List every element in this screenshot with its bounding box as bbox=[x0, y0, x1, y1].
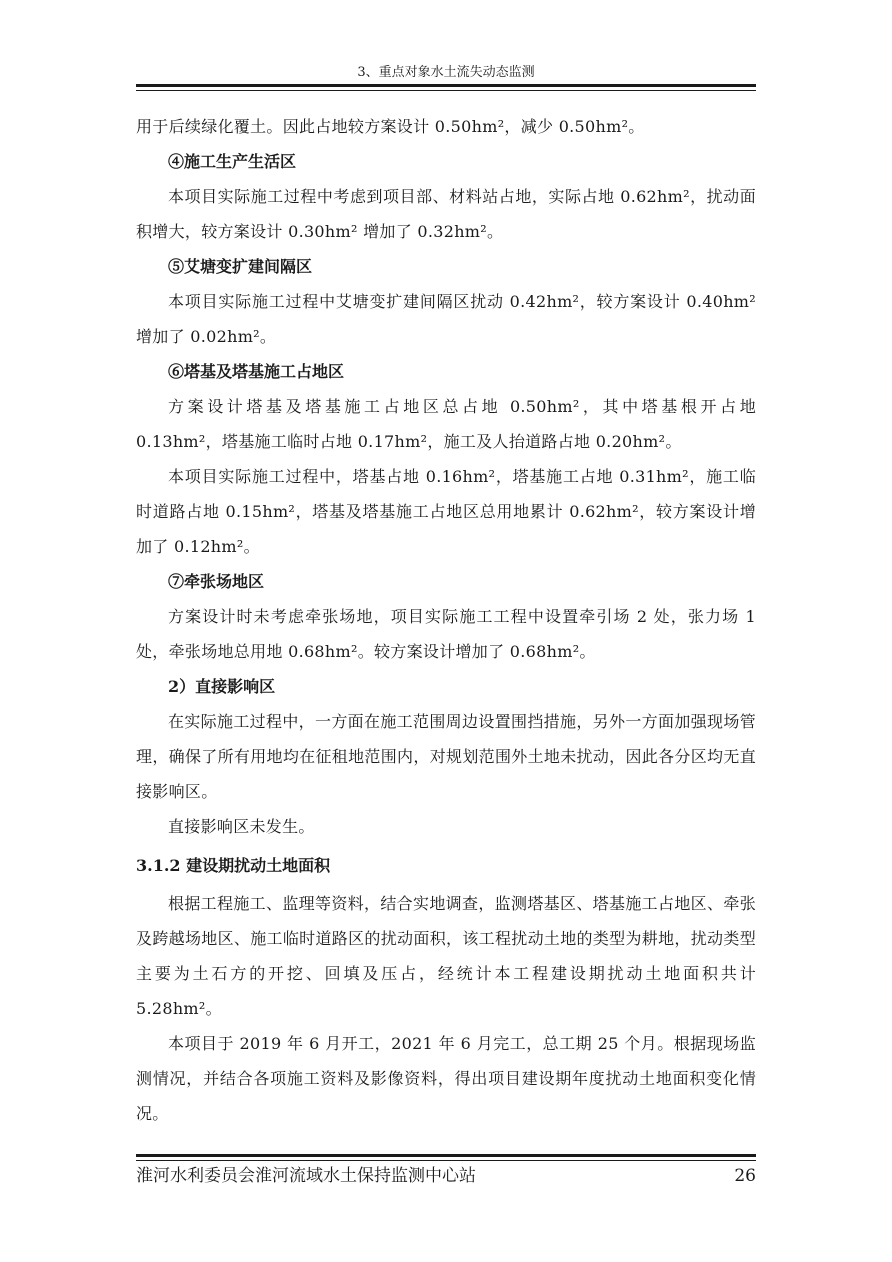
subheading: ⑥塔基及塔基施工占地区 bbox=[168, 362, 345, 381]
paragraph: 本项目实际施工过程中考虑到项目部、材料站占地，实际占地 0.62hm²，扰动面积增大，较方案设计 0.30hm² 增加了 0.32hm²。 bbox=[136, 187, 756, 241]
paragraph: 本项目实际施工过程中，塔基占地 0.16hm²，塔基施工占地 0.31hm²，施工临时道路占地 0.15hm²，塔基及塔基施工占地区总用地累计 0.62hm²，较方案设计增加了 0.12hm²。 bbox=[136, 467, 756, 556]
running-header: 3、重点对象水土流失动态监测 bbox=[357, 65, 535, 80]
paragraph: 用于后续绿化覆土。因此占地较方案设计 0.50hm²，减少 0.50hm²。 bbox=[136, 117, 645, 136]
paragraph: 方案设计塔基及塔基施工占地区总占地 0.50hm²，其中塔基根开占地 0.13hm²，塔基施工临时占地 0.17hm²，施工及人抬道路占地 0.20hm²。 bbox=[136, 397, 756, 451]
subheading: 2）直接影响区 bbox=[168, 677, 276, 696]
paragraph: 直接影响区未发生。 bbox=[168, 817, 315, 836]
paragraph: 方案设计时未考虑牵张场地，项目实际施工工程中设置牵引场 2 处，张力场 1 处，牵张场地总用地 0.68hm²。较方案设计增加了 0.68hm²。 bbox=[136, 607, 756, 661]
section-heading: 3.1.2 建设期扰动土地面积 bbox=[136, 856, 331, 875]
paragraph: 根据工程施工、监理等资料，结合实地调查，监测塔基区、塔基施工占地区、牵张及跨越场地区、施工临时道路区的扰动面积，该工程扰动土地的类型为耕地，扰动类型主要为土石方的开挖、回填及压占，经统计本工程建设期扰动土地面积共计 5.28hm²。 bbox=[136, 894, 756, 1018]
paragraph: 本项目实际施工过程中艾塘变扩建间隔区扰动 0.42hm²，较方案设计 0.40hm² 增加了 0.02hm²。 bbox=[136, 292, 756, 346]
subheading: ⑦牵张场地区 bbox=[168, 572, 265, 591]
paragraph: 本项目于 2019 年 6 月开工，2021 年 6 月完工，总工期 25 个月。根据现场监测情况，并结合各项施工资料及影像资料，得出项目建设期年度扰动土地面积变化情况。 bbox=[136, 1034, 756, 1123]
paragraph: 在实际施工过程中，一方面在施工范围周边设置围挡措施，另外一方面加强现场管理，确保了所有用地均在征租地范围内，对规划范围外土地未扰动，因此各分区均无直接影响区。 bbox=[136, 712, 756, 801]
page-body bbox=[136, 109, 756, 1131]
footer-rule-thick bbox=[136, 1154, 756, 1157]
page-number: 26 bbox=[734, 1166, 756, 1186]
footer-rule-thin bbox=[136, 1160, 756, 1161]
subheading: ④施工生产生活区 bbox=[168, 152, 297, 171]
subheading: ⑤艾塘变扩建间隔区 bbox=[168, 257, 313, 276]
header-rule-thick bbox=[136, 84, 756, 87]
footer-organization: 淮河水利委员会淮河流域水土保持监测中心站 bbox=[136, 1166, 476, 1186]
header-rule-thin bbox=[136, 90, 756, 91]
